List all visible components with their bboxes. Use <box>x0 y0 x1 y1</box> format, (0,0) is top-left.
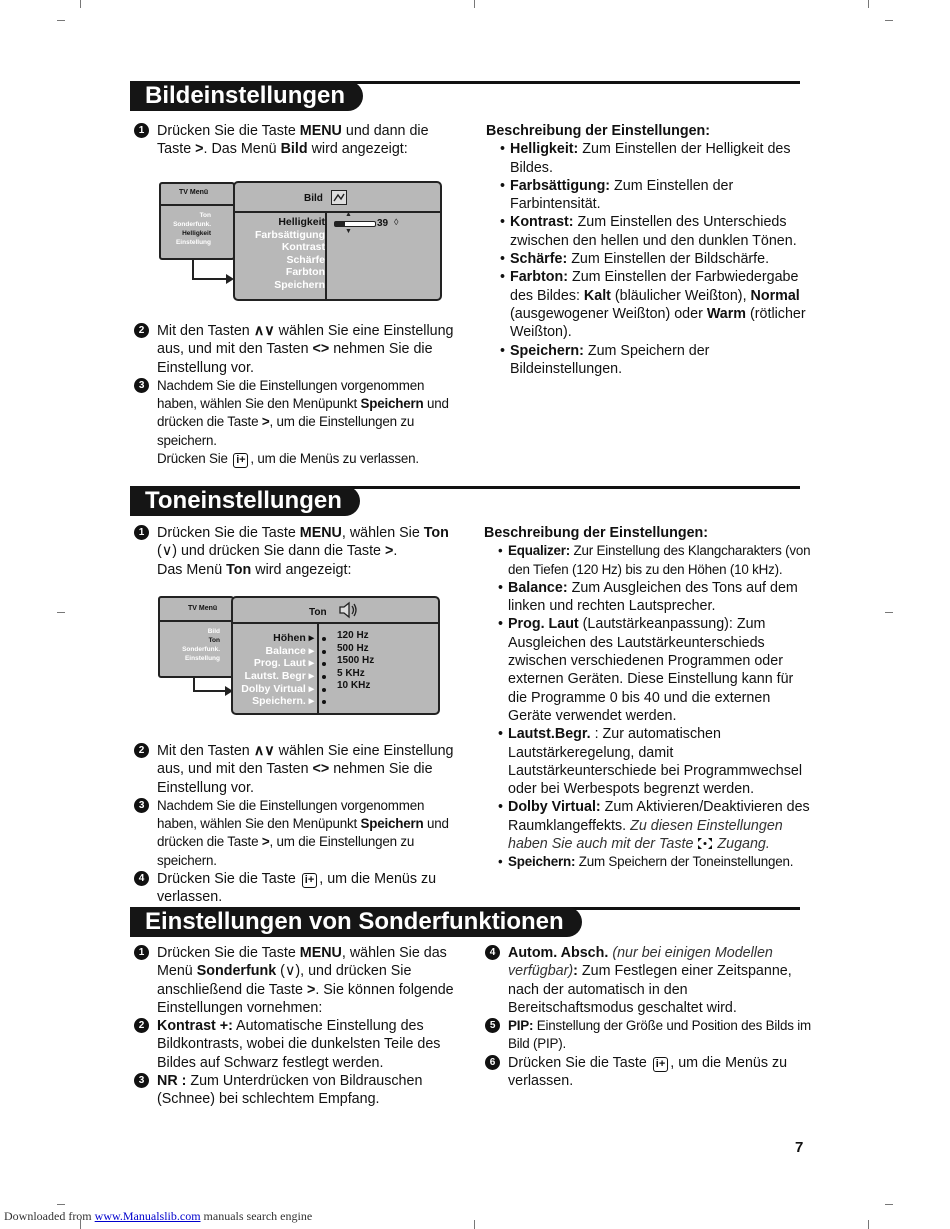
bild-menu-item: Speichern <box>274 279 325 291</box>
desc-heading: Beschreibung der Einstellungen: <box>486 123 711 139</box>
slider-value: 39 <box>377 218 389 229</box>
step-number-2: 2 <box>134 743 149 758</box>
section-title-toneinstellungen: Toneinstellungen <box>130 486 360 516</box>
tv-menu-panel <box>158 596 234 678</box>
desc-item: • Prog. Laut (Lautstärkeanpassung): Zum Ausgleichen des Lautstärkeunterschieds zwischen verschiedenen Programmen oder externen Geräten. Diese Einstellung kann für die Programme 0 bis 40 und die externen Geräte verwendet werden. <box>484 615 814 725</box>
step-number-4: 4 <box>485 945 500 960</box>
ton-menu-panel <box>231 596 440 715</box>
up-down-arrows-icon: ▲ <box>345 211 352 218</box>
bild-menu-item: Farbton <box>285 266 325 278</box>
picture-icon <box>331 190 347 205</box>
bild-step-3: 3 Nachdem Sie die Einstellungen vorgenommen haben, wählen Sie den Menüpunkt Speichern und drücken die Taste >, um die Einstellungen zu speichern. Drücken Sie i+ , um die Menüs zu verlassen. <box>131 377 461 468</box>
bild-menu-item: Helligkeit <box>278 216 325 228</box>
step-number-5: 5 <box>485 1018 500 1033</box>
step-number-2: 2 <box>134 323 149 338</box>
right-arrow-icon: ◊ <box>394 217 399 227</box>
step-number-4: 4 <box>134 871 149 886</box>
ton-menu-item: Speichern. ▸ <box>252 695 314 707</box>
ton-menu-item: Dolby Virtual ▸ <box>241 683 314 695</box>
slider-fill <box>335 222 345 226</box>
crop-mark <box>885 612 893 613</box>
tv-menu-title: TV Menü <box>188 605 218 612</box>
sonder-step-2: 2 Kontrast +: Automatische Einstellung des Bildkontrasts, wobei die dunkelsten Teile des Bildes auf Schwarz festlegt werden. <box>131 1017 461 1072</box>
section-title-bildeinstellungen: Bildeinstellungen <box>130 81 363 111</box>
tv-menu-item: Ton <box>199 212 211 219</box>
bild-menu-item: Kontrast <box>281 241 325 253</box>
sonder-step-6: 6 Drücken Sie die Taste i+ , um die Menüs zu verlassen. <box>482 1054 812 1091</box>
sonder-left-column <box>131 944 461 1109</box>
step-number-3: 3 <box>134 378 149 393</box>
eq-value: 1500 Hz <box>337 655 375 666</box>
footer-prefix: Downloaded from <box>4 1209 95 1223</box>
crop-mark <box>885 1204 893 1205</box>
sonder-step-1: 1 Drücken Sie die Taste MENU, wählen Sie das Menü Sonderfunk (∨), und drücken Sie anschließend die Taste >. Sie können folgende Einstellungen vornehmen: <box>131 944 461 1017</box>
desc-item: • Lautst.Begr. : Zur automatischen Lautstärkeregelung, damit Lautstärkeunterschiede bei Programmwechsel oder bei Werbespots begrenzt werden. <box>484 725 814 798</box>
desc-item: • Speichern: Zum Speichern der Toneinstellungen. <box>484 853 814 871</box>
up-down-arrows-icon: ▼ <box>345 228 352 235</box>
level-dot <box>322 675 326 679</box>
tv-menu-item: Einstellung <box>175 239 211 246</box>
desc-item: • Farbton: Zum Einstellen der Farbwiedergabe des Bildes: Kalt (bläulicher Weißton), Normal (ausgewogener Weißton) oder Warm (rötlicher Weißton). <box>486 268 811 341</box>
tv-menu-item: Sonderfunk. <box>173 221 211 228</box>
info-key-icon: i+ <box>233 453 248 468</box>
sonder-right-column <box>482 944 812 1090</box>
bild-step-2: 2 Mit den Tasten ∧∨ wählen Sie eine Einstellung aus, und mit den Tasten <> nehmen Sie die Einstellung vor. <box>131 322 461 377</box>
eq-value: 500 Hz <box>337 643 369 654</box>
desc-item: • Kontrast: Zum Einstellen des Unterschieds zwischen den hellen und den dunklen Tönen. <box>486 213 811 250</box>
bild-steps-column-2 <box>131 322 461 468</box>
divider <box>161 204 233 206</box>
crop-mark <box>57 612 65 613</box>
ton-step-2: 2 Mit den Tasten ∧∨ wählen Sie eine Einstellung aus, und mit den Tasten <> nehmen Sie die Einstellung vor. <box>131 742 461 797</box>
tv-menu-item: Ton <box>208 637 220 644</box>
step-number-3: 3 <box>134 1073 149 1088</box>
divider <box>233 622 438 624</box>
ton-menu-item: Prog. Laut ▸ <box>253 657 314 669</box>
tv-menu-item: Helligkeit <box>182 230 211 237</box>
tv-menu-item: Bild <box>207 628 220 635</box>
speaker-icon <box>337 601 359 624</box>
divider <box>235 211 440 213</box>
bild-steps-column <box>131 122 461 159</box>
ton-step-4: 4 Drücken Sie die Taste i+ , um die Menüs zu verlassen. <box>131 870 461 907</box>
desc-heading: Beschreibung der Einstellungen: <box>484 525 709 541</box>
tv-menu-item: Sonderfunk. <box>182 646 220 653</box>
desc-list <box>484 542 814 871</box>
crop-mark <box>474 1220 475 1229</box>
section-title-sonderfunktionen: Einstellungen von Sonderfunktionen <box>130 907 582 937</box>
ton-description <box>484 524 814 872</box>
ton-menu-item: Höhen ▸ <box>273 632 314 644</box>
level-dot <box>322 662 326 666</box>
crop-mark <box>868 0 869 8</box>
desc-item: • Speichern: Zum Speichern der Bildeinstellungen. <box>486 342 811 379</box>
desc-list <box>486 140 811 378</box>
tv-menu-panel <box>159 182 235 260</box>
desc-item: • Schärfe: Zum Einstellen der Bildschärfe. <box>486 250 811 268</box>
step-number-1: 1 <box>134 123 149 138</box>
crop-mark <box>57 1204 65 1205</box>
bild-description <box>486 122 811 378</box>
level-dot <box>322 688 326 692</box>
ton-steps-column-2 <box>131 742 461 907</box>
ton-steps-column <box>131 524 461 579</box>
divider <box>160 620 232 622</box>
bild-menu-item: Farbsättigung <box>255 229 325 241</box>
crop-mark <box>57 20 65 21</box>
manualslib-link[interactable]: www.Manualslib.com <box>94 1209 201 1223</box>
bild-menu-panel <box>233 181 442 301</box>
sonder-step-5: 5 PIP: Einstellung der Größe und Position des Bilds im Bild (PIP). <box>482 1017 812 1054</box>
bild-menu-title: Bild <box>304 193 323 204</box>
desc-item: • Helligkeit: Zum Einstellen der Helligkeit des Bildes. <box>486 140 811 177</box>
eq-value: 120 Hz <box>337 630 369 641</box>
sonder-step-3: 3 NR : Zum Unterdrücken von Bildrauschen (Schnee) bei schlechtem Empfang. <box>131 1072 461 1109</box>
step-number-2: 2 <box>134 1018 149 1033</box>
ton-step-3: 3 Nachdem Sie die Einstellungen vorgenommen haben, wählen Sie den Menüpunkt Speichern und drücken die Taste >, um die Einstellungen zu speichern. <box>131 797 461 870</box>
level-dot <box>322 637 326 641</box>
footer-suffix: manuals search engine <box>200 1209 313 1223</box>
sonder-step-4: 4 Autom. Absch. (nur bei einigen Modellen verfügbar): Zum Festlegen einer Zeitspanne, nach der automatisch in den Bereitschaftsmodus geschaltet wird. <box>482 944 812 1017</box>
eq-value: 5 KHz <box>337 668 365 679</box>
connector-line <box>193 676 195 691</box>
surround-key-icon <box>697 837 713 850</box>
crop-mark <box>474 0 475 8</box>
desc-item: • Equalizer: Zur Einstellung des Klangcharakters (von den Tiefen (120 Hz) bis zu den Höhen (10 kHz). <box>484 542 814 579</box>
crop-mark <box>80 0 81 8</box>
info-key-icon: i+ <box>302 873 317 888</box>
connector-line <box>193 690 225 692</box>
desc-item: • Dolby Virtual: Zum Aktivieren/Deaktivieren des Raumklangeffekts. Zu diesen Einstellungen haben Sie auch mit der Taste Zugang. <box>484 798 814 853</box>
desc-item: • Balance: Zum Ausgleichen des Tons auf dem linken und rechten Lautsprecher. <box>484 579 814 616</box>
divider <box>317 622 319 713</box>
connector-line <box>192 258 194 279</box>
eq-value: 10 KHz <box>337 680 371 691</box>
ton-menu-item: Lautst. Begr ▸ <box>244 670 314 682</box>
level-dot <box>322 700 326 704</box>
info-key-icon: i+ <box>653 1057 668 1072</box>
ton-menu-title: Ton <box>309 607 327 618</box>
crop-mark <box>885 20 893 21</box>
divider <box>325 211 327 299</box>
footer <box>4 1209 312 1224</box>
ton-step-1: 1 Drücken Sie die Taste MENU, wählen Sie Ton (∨) und drücken Sie dann die Taste >. Das Menü Ton wird angezeigt: <box>131 524 461 579</box>
step-number-3: 3 <box>134 798 149 813</box>
step-number-6: 6 <box>485 1055 500 1070</box>
crop-mark <box>868 1220 869 1229</box>
page-number: 7 <box>795 1139 804 1156</box>
slider-track <box>334 221 376 227</box>
tv-menu-title: TV Menü <box>179 189 209 196</box>
ton-menu-item: Balance ▸ <box>265 645 314 657</box>
step-number-1: 1 <box>134 525 149 540</box>
bild-step-1: 1 Drücken Sie die Taste MENU und dann die Taste >. Das Menü Bild wird angezeigt: <box>131 122 461 159</box>
desc-item: • Farbsättigung: Zum Einstellen der Farbintensität. <box>486 177 811 214</box>
tv-menu-item: Einstellung <box>184 655 220 662</box>
step-number-1: 1 <box>134 945 149 960</box>
bild-menu-item: Schärfe <box>286 254 325 266</box>
connector-line <box>192 278 226 280</box>
level-dot <box>322 650 326 654</box>
